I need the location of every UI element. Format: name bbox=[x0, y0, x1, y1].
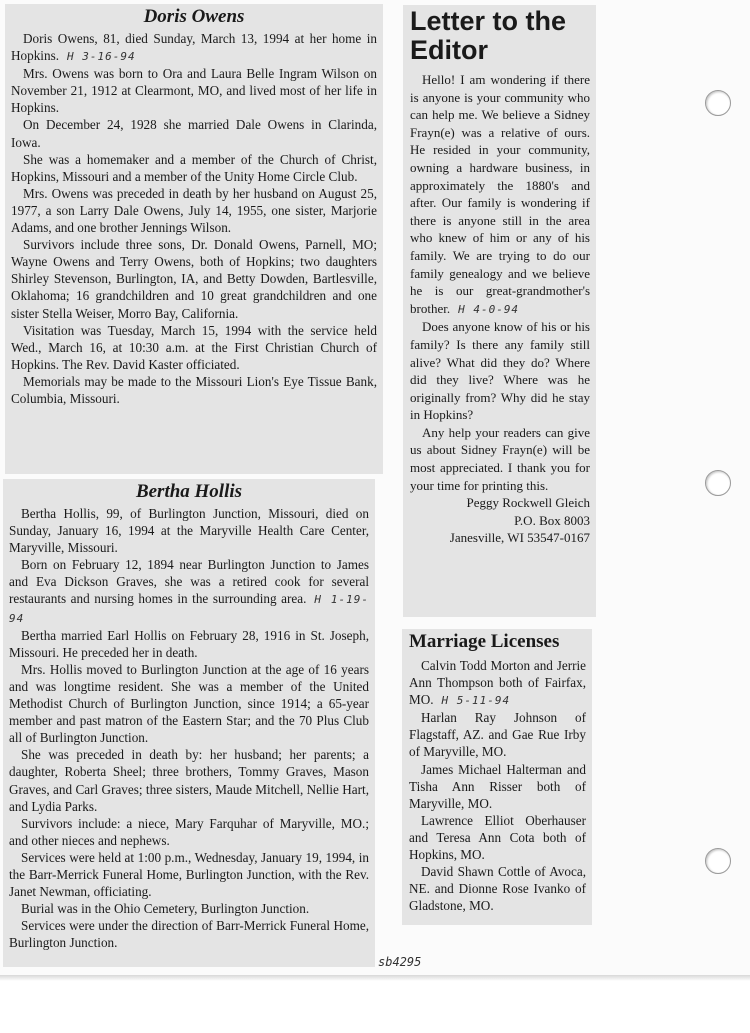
signature-name: Peggy Rockwell Gleich bbox=[466, 495, 590, 511]
obituary-title: Doris Owens bbox=[143, 6, 245, 27]
marriage-entry: Harlan Ray Johnson of Flagstaff, AZ. and Gae Rue Irby of Maryville, MO. bbox=[409, 710, 586, 760]
letter-paragraph: Does anyone know of his or his family? Is there any family still alive? What did they do? Where did they live? Where was he originally from? Why did he stay in Hopkins? bbox=[410, 319, 590, 423]
binder-hole-middle bbox=[705, 470, 731, 496]
marriage-entry: Lawrence Elliot Oberhauser and Teresa Ann Cota both of Hopkins, MO. bbox=[409, 812, 586, 863]
signature-address: P.O. Box 8003 bbox=[514, 512, 590, 528]
binder-hole-bottom bbox=[705, 848, 731, 874]
obituary-paragraph: She was a homemaker and a member of the Church of Christ, Hopkins, Missouri and a member of the Unity Home Circle Club. bbox=[11, 151, 377, 184]
obituary-paragraph: Mrs. Owens was born to Ora and Laura Belle Ingram Wilson on November 21, 1912 at Clearmont, MO, and lived most of her life in Hopkins. bbox=[11, 66, 377, 116]
obituary-paragraph: Services were under the direction of Barr-Merrick Funeral Home, Burlington Junction. bbox=[9, 918, 369, 951]
obituary-paragraph: Bertha Hollis, 99, of Burlington Junction, Missouri, died on Sunday, January 16, 1994 at the Maryville Health Care Center, Maryville, Missouri. bbox=[9, 506, 369, 556]
handwritten-note: H 1-19-94 bbox=[9, 593, 370, 625]
binder-hole-top bbox=[705, 90, 731, 116]
obituary-paragraph: Born on February 12, 1894 near Burlington Junction to James and Eva Dickson Graves, she was a retired cook for several restaurants and nursing homes in the surrounding area. H 1-19-94 bbox=[9, 557, 370, 625]
letter-title: Letter to the Editor bbox=[410, 6, 567, 65]
handwritten-note: H 5-11-94 bbox=[441, 694, 511, 708]
obituary-paragraph: Services were held at 1:00 p.m., Wednesday, January 19, 1994, in the Barr-Merrick Funeral Home, Burlington Junction, with the Rev. Janet Newman, officiating. bbox=[9, 849, 369, 900]
obituary-paragraph: Mrs. Hollis moved to Burlington Junction at the age of 16 years and was longtime resident. She was a member of the United Methodist Church of Burlington Junction, since 1914; a 65-year member and past matron of the Eastern Star; and the 70 Plus Club all of Burlington Junction. bbox=[9, 661, 369, 746]
marriage-title: Marriage Licenses bbox=[409, 631, 560, 652]
obituary-paragraph: Mrs. Owens was preceded in death by her husband on August 25, 1977, a son Larry Dale Owens, July 14, 1955, one sister, Marjorie Adams, and one brother Jennings Wilson. bbox=[11, 185, 377, 236]
letter-paragraph: Hello! I am wondering if there is anyone is your community who can help me. We believe a Sidney Frayn(e) was a relative of ours. He resided in your community, owning a hardware business, in approximately the 1880's and after. Our family is wondering if there is anyone still in the area who knew of him or any of his family. We are trying to do our family genealogy and we believe he is our great-grandmother's brother. H 4-0-94 bbox=[410, 72, 590, 316]
obituary-title: Bertha Hollis bbox=[135, 481, 243, 502]
page-edge bbox=[0, 975, 750, 981]
handwritten-note: H 4-0-94 bbox=[458, 302, 520, 316]
marriage-entry: James Michael Halterman and Tisha Ann Risser both of Maryville, MO. bbox=[409, 761, 586, 811]
obituary-paragraph: On December 24, 1928 she married Dale Owens in Clarinda, Iowa. bbox=[11, 117, 377, 150]
obituary-paragraph: She was preceded in death by: her husband; her parents; a daughter, Roberta Sheel; three brothers, Tommy Graves, Mason Graves, and Carl Graves; three sisters, Maude Mitchell, Nellie Hart, and Lydia Parks. bbox=[9, 747, 369, 814]
handwritten-note: H 3-16-94 bbox=[67, 50, 136, 64]
marriage-entry: Calvin Todd Morton and Jerrie Ann Thompson both of Fairfax, MO. H 5-11-94 bbox=[409, 658, 586, 708]
letter-to-the-editor bbox=[403, 5, 596, 617]
obituary-paragraph: Survivors include: a niece, Mary Farquhar of Maryville, MO.; and other nieces and nephews. bbox=[9, 815, 369, 848]
obituary-paragraph: Visitation was Tuesday, March 15, 1994 with the service held Wed., March 16, at 10:30 a.m. at the First Christian Church of Hopkins. The Rev. David Kaster officiated. bbox=[11, 322, 377, 372]
obituary-doris-owens bbox=[5, 4, 383, 474]
signature-city: Janesville, WI 53547-0167 bbox=[449, 530, 590, 546]
marriage-entry: David Shawn Cottle of Avoca, NE. and Dionne Rose Ivanko of Gladstone, MO. bbox=[409, 864, 586, 914]
page-reference-note: sb4295 bbox=[378, 955, 422, 969]
obituary-paragraph: Memorials may be made to the Missouri Lion's Eye Tissue Bank, Columbia, Missouri. bbox=[11, 373, 377, 406]
obituary-paragraph: Burial was in the Ohio Cemetery, Burlington Junction. bbox=[21, 901, 310, 917]
obituary-paragraph: Doris Owens, 81, died Sunday, March 13, 1994 at her home in Hopkins. H 3-16-94 bbox=[11, 31, 377, 64]
marriage-licenses bbox=[402, 629, 592, 925]
obituary-paragraph: Bertha married Earl Hollis on February 28, 1916 in St. Joseph, Missouri. He preceded her in death. bbox=[9, 627, 369, 660]
obituary-bertha-hollis bbox=[3, 479, 375, 967]
letter-paragraph: Any help your readers can give us about Sidney Frayn(e) will be most appreciated. I thank you for your time for printing this. bbox=[410, 424, 590, 493]
obituary-paragraph: Survivors include three sons, Dr. Donald Owens, Parnell, MO; Wayne Owens and Terry Owens, both of Hopkins; two daughters Shirley Stevenson, Burlington, IA, and Betty Dowden, Bartlesville, Oklahoma; 16 grandchildren and 10 great grandchildren and one sister Stella Weiser, Morro Bay, California. bbox=[11, 237, 377, 321]
